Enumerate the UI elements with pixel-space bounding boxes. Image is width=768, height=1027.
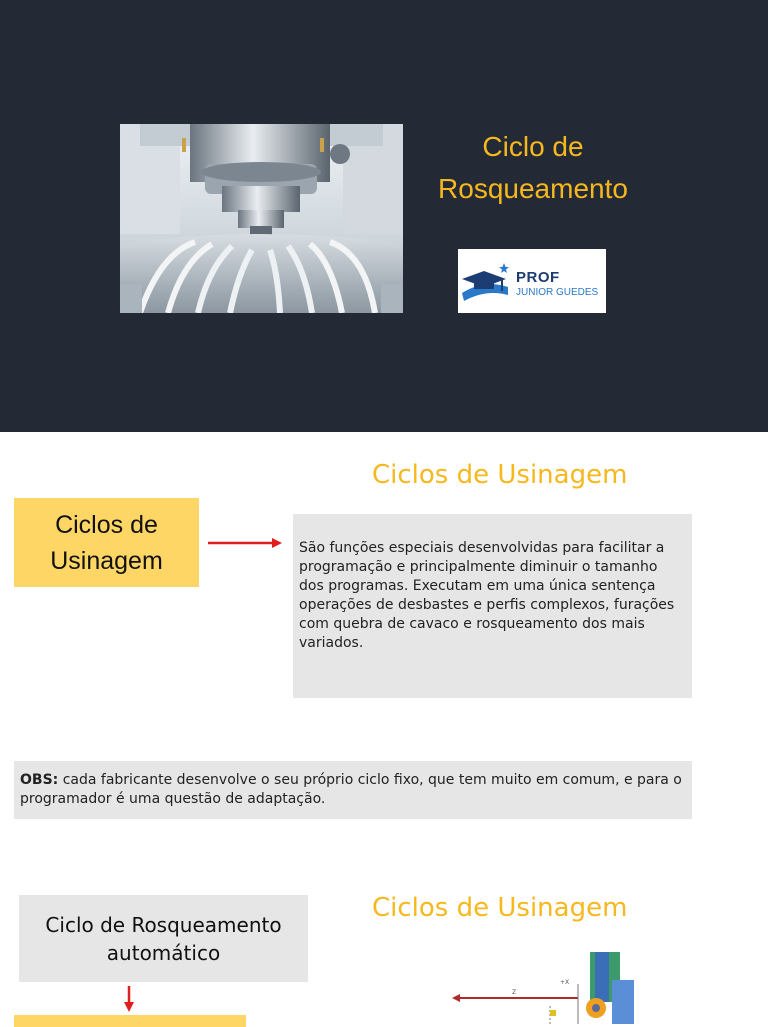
diagram-z-label: Z: [512, 989, 517, 996]
cnc-machine-image: [120, 124, 403, 313]
logo-line2: JUNIOR GUEDES: [516, 287, 599, 298]
auto-cycle-box: [19, 895, 308, 982]
ciclos-label-text: Ciclos de Usinagem: [50, 510, 163, 575]
section1-heading: Ciclos de Usinagem: [372, 460, 628, 490]
logo: [458, 249, 606, 313]
obs-text: cada fabricante desenvolve o seu próprio ciclo fixo, que tem muito em comum, e para o programador é uma questão de adaptação.: [20, 772, 682, 807]
logo-line1: PROF: [516, 269, 560, 286]
right-arrow-icon: [206, 536, 286, 550]
threading-diagram: [400, 950, 640, 1024]
cnc-machine-illustration: [120, 124, 403, 313]
obs-box: [14, 761, 692, 819]
description-box: [293, 514, 692, 698]
down-arrow-icon: [122, 984, 136, 1014]
diagram-x-label: +X: [560, 979, 570, 986]
graduation-cap-icon: [458, 249, 514, 313]
next-label-box: [14, 1015, 246, 1027]
cover-slide: [0, 0, 768, 432]
description-text: São funções especiais desenvolvidas para facilitar a programação e principalmente diminuir o tamanho dos programas. Executam em uma única sentença operações de desbastes e perfis complexos, furações com quebra de cavaco e rosqueamento dos mais variados.: [299, 540, 675, 651]
ciclos-label-box: [14, 498, 199, 587]
section2-heading: Ciclos de Usinagem: [372, 893, 628, 923]
cover-title: Ciclo de Rosqueamento: [438, 131, 628, 204]
auto-cycle-text: Ciclo de Rosqueamento automático: [45, 912, 282, 965]
obs-label: OBS:: [20, 772, 59, 788]
